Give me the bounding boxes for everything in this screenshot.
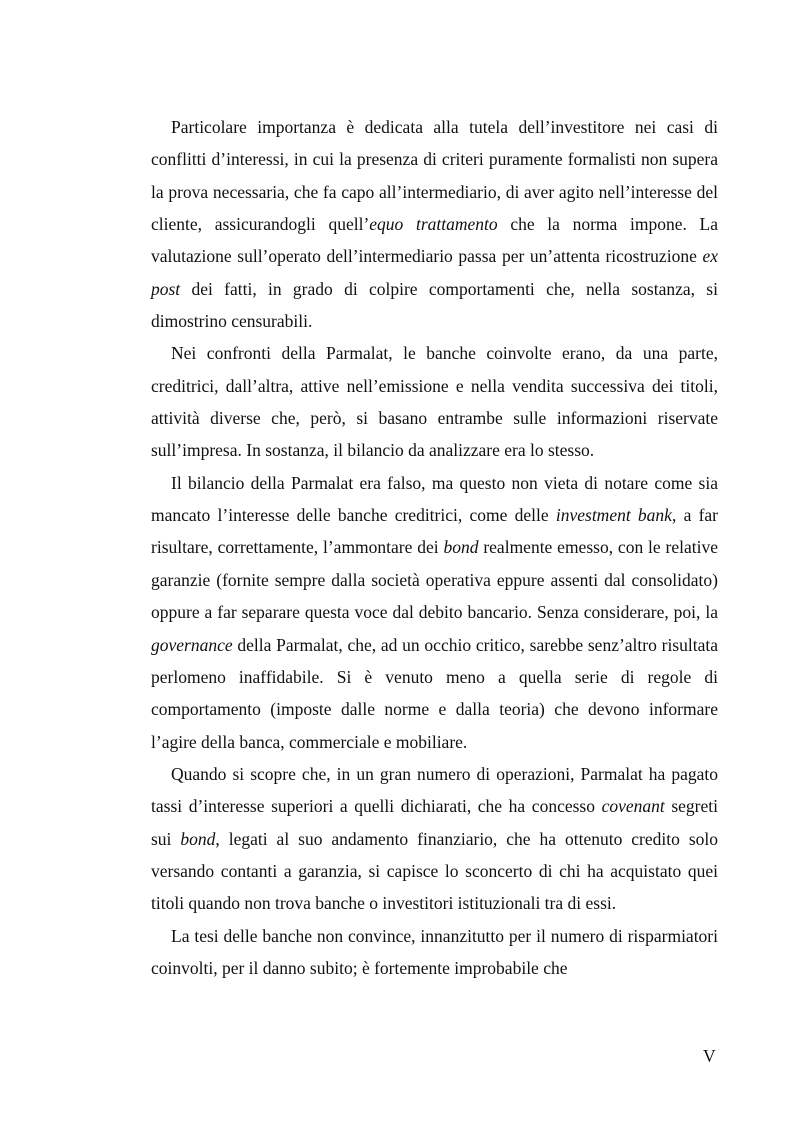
text-run: Il bilancio della Parmalat era falso, ma questo non vieta di notare come sia mancato l’interesse delle banche creditrici, come delle [151,472,718,526]
paragraph-1 [151,111,718,337]
italic-term: covenant [601,796,665,817]
paragraph-4 [151,758,718,920]
body-text [151,111,718,984]
italic-term: bond [443,537,479,558]
paragraph-2 [151,337,718,466]
text-run: , a far risultare, correttamente, l’ammontare dei [151,505,718,558]
text-run: Particolare importanza è dedicata alla tutela dell’investitore nei casi di conflitti d’interessi, in cui la presenza di criteri puramente formalisti non supera la prova necessaria, che fa capo all’intermediario, di aver agito nell’interesse del cliente, assicurandogli quell’ [151,117,718,235]
text-run: , legati al suo andamento finanziario, che ha ottenuto credito solo versando contanti a garanzia, si capisce lo sconcerto di chi ha acquistato quei titoli quando non trova banche o investitori istituzionali tra di essi. [151,828,718,914]
italic-term: ex post [151,246,718,299]
paragraph-3 [151,467,718,758]
italic-term: equo trattamento [369,214,498,235]
text-run: dei fatti, in grado di colpire comportamenti che, nella sostanza, si dimostrino censurabili. [151,278,718,332]
text-run: Nei confronti della Parmalat, le banche coinvolte erano, da una parte, creditrici, dall’altra, attive nell’emissione e nella vendita successiva dei titoli, attività diverse che, però, si basano entrambe sulle informazioni riservate sull’impresa. In sostanza, il bilancio da analizzare era lo stesso. [151,343,718,461]
page-number: V [703,1046,716,1066]
text-run: della Parmalat, che, ad un occhio critico, sarebbe senz’altro risultata perlomeno inaffidabile. Si è venuto meno a quella serie di regole di comportamento (imposte dalle norme e dalla teoria) che devono informare l’agire della banca, commerciale e mobiliare. [151,634,718,752]
italic-term: governance [151,634,233,655]
text-run: segreti sui [151,796,718,849]
italic-term: bond [180,828,216,849]
text-run: realmente emesso, con le relative garanzie (fornite sempre dalla società operativa eppure assenti dal consolidato) oppure a far separare questa voce dal debito bancario. Senza considerare, poi, la [151,537,718,623]
text-run: che la norma impone. La valutazione sull’operato dell’intermediario passa per un’attenta ricostruzione [151,214,718,267]
text-run: Quando si scopre che, in un gran numero di operazioni, Parmalat ha pagato tassi d’interesse superiori a quelli dichiarati, che ha concesso [151,763,718,817]
italic-term: investment bank [555,505,672,526]
paragraph-5 [151,920,718,985]
text-run: La tesi delle banche non convince, innanzitutto per il numero di risparmiatori coinvolti, per il danno subito; è fortemente improbabile che [151,925,718,978]
